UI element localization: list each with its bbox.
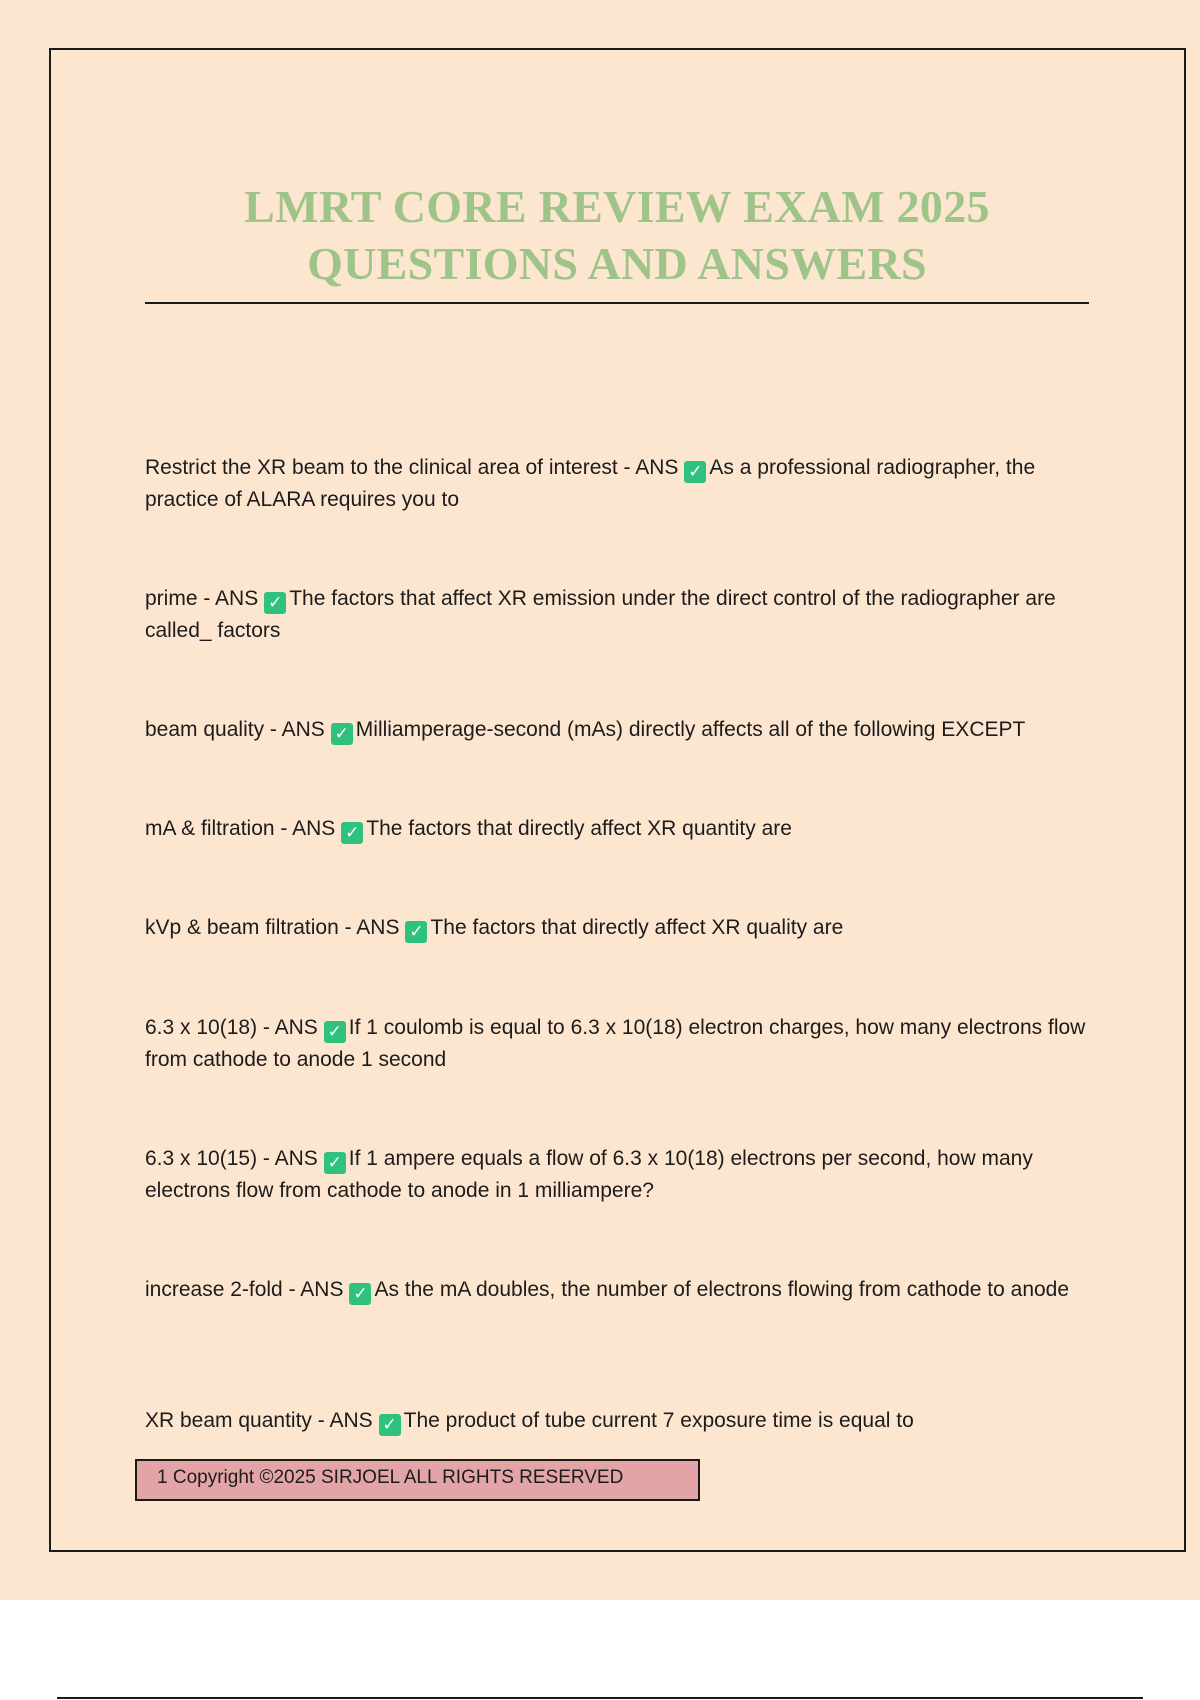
question-text: The factors that affect XR emission under the direct control of the radiographer are called_ factors (145, 587, 1056, 642)
check-icon: ✓ (264, 592, 286, 614)
answer-text: 6.3 x 10(18) (145, 1016, 258, 1039)
answer-text: XR beam quantity (145, 1409, 312, 1432)
qa-item: prime - ANS ✓ The factors that affect XR emission under the direct control of the radiographer are called_ factors (145, 587, 1056, 642)
question-text: As the mA doubles, the number of electrons flowing from cathode to anode (374, 1278, 1070, 1301)
question-text: Milliamperage-second (mAs) directly affects all of the following EXCEPT (355, 718, 1026, 741)
answer-text: increase 2-fold (145, 1278, 283, 1301)
title-line-2: QUESTIONS AND ANSWERS (307, 238, 927, 289)
answer-marker: ANS (274, 1147, 318, 1170)
answer-text: kVp & beam filtration (145, 916, 339, 939)
question-text: If 1 coulomb is equal to 6.3 x 10(18) electron charges, how many electrons flow from cathode to anode 1 second (145, 1016, 1086, 1071)
answer-text: beam quality (145, 718, 265, 741)
question-text: As a professional radiographer, the practice of ALARA requires you to (145, 456, 1036, 511)
check-icon: ✓ (324, 1021, 346, 1043)
qa-item: mA & filtration - ANS ✓ The factors that directly affect XR quantity are (145, 817, 792, 842)
answer-marker: ANS (300, 1278, 344, 1301)
answer-marker: ANS (356, 916, 400, 939)
qa-item: XR beam quantity - ANS ✓ The product of tube current 7 exposure time is equal to (145, 1409, 914, 1434)
answer-text: 6.3 x 10(15) (145, 1147, 258, 1170)
answer-text: prime (145, 587, 198, 610)
qa-item: increase 2-fold - ANS ✓ As the mA doubles, the number of electrons flowing from cathode to anode (145, 1278, 1070, 1303)
copyright-footer: 1 Copyright ©2025 SIRJOEL ALL RIGHTS RESERVED (135, 1459, 700, 1501)
check-icon: ✓ (379, 1414, 401, 1436)
answer-marker: ANS (635, 456, 679, 479)
answer-text: Restrict the XR beam to the clinical area of interest (145, 456, 618, 479)
question-text: If 1 ampere equals a flow of 6.3 x 10(18) electrons per second, how many electrons flow from cathode to anode in 1 milliampere? (145, 1147, 1033, 1202)
title-underline (145, 302, 1089, 304)
qa-item: beam quality - ANS ✓ Milliamperage-second (mAs) directly affects all of the following EXCEPT (145, 718, 1026, 743)
answer-marker: ANS (292, 817, 336, 840)
document-title (0, 178, 1200, 292)
question-text: The product of tube current 7 exposure time is equal to (403, 1409, 914, 1432)
check-icon: ✓ (405, 921, 427, 943)
title-line-1: LMRT CORE REVIEW EXAM 2025 (244, 181, 990, 232)
qa-item: kVp & beam filtration - ANS ✓ The factors that directly affect XR quality are (145, 916, 844, 941)
answer-text: mA & filtration (145, 817, 275, 840)
qa-item: Restrict the XR beam to the clinical area of interest - ANS ✓ As a professional radiographer, the practice of ALARA requires you to (145, 456, 1036, 511)
answer-marker: ANS (329, 1409, 373, 1432)
check-icon: ✓ (331, 723, 353, 745)
question-text: The factors that directly affect XR quality are (430, 916, 844, 939)
next-page-rule (57, 1697, 1143, 1699)
check-icon: ✓ (341, 822, 363, 844)
check-icon: ✓ (684, 461, 706, 483)
check-icon: ✓ (324, 1152, 346, 1174)
qa-item: 6.3 x 10(18) - ANS ✓ If 1 coulomb is equal to 6.3 x 10(18) electron charges, how many electrons flow from cathode to anode 1 second (145, 1016, 1086, 1071)
answer-marker: ANS (215, 587, 259, 610)
question-text: The factors that directly affect XR quantity are (366, 817, 792, 840)
answer-marker: ANS (281, 718, 325, 741)
answer-marker: ANS (274, 1016, 318, 1039)
qa-item: 6.3 x 10(15) - ANS ✓ If 1 ampere equals a flow of 6.3 x 10(18) electrons per second, how many electrons flow from cathode to anode in 1 milliampere? (145, 1147, 1033, 1202)
check-icon: ✓ (349, 1283, 371, 1305)
